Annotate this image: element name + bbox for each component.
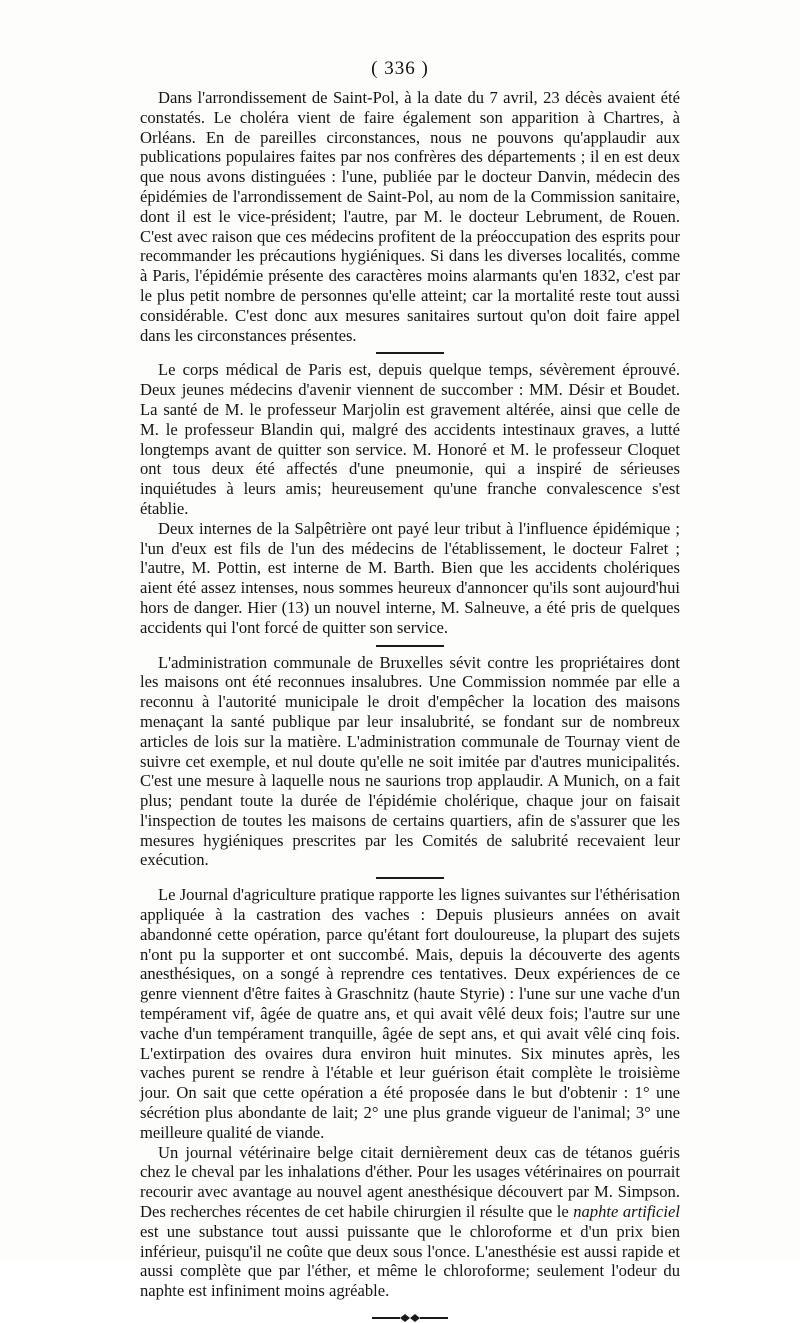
paragraph-bruxelles-administration: L'administration communale de Bruxelles sévit contre les propriétaires dont les maisons ont été reconnues insalubres. Une Commission nommée par elle a reconnu à l'autorité municipale le droit d'empêcher la location des maisons menaçant la santé publique par leur insalubrité, se fondant sur de nombreux articles de lois sur la matière. L'administration communale de Tournay vient de suivre cet exemple, et nul doute qu'elle ne soit imitée par d'autres municipalités. C'est une mesure à laquelle nous ne saurions trop applaudir. A Munich, on a fait plus; pendant toute la durée de l'épidémie cholérique, chaque jour on faisait l'inspection de toutes les maisons de certains quartiers, afin de s'assurer que les mesures hygiéniques prescrites par les Comités de salubrité recevaient leur exécution.	[140, 652, 680, 870]
paragraph-medical-corps: Le corps médical de Paris est, depuis quelque temps, sévèrement éprouvé. Deux jeunes médecins d'avenir viennent de succomber : MM. Désir et Boudet. La santé de M. le professeur Marjolin est gravement altérée, ainsi que celle de M. le professeur Blandin qui, malgré des accidents intestinaux graves, a lutté longtemps avant de quitter son service. M. Honoré et M. le professeur Cloquet ont tous deux été affectés d'une pneumonie, qui a inspiré de sérieuses inquiétudes à leurs amis; heureusement qu'une franche convalescence s'est établie.	[140, 360, 680, 518]
paragraph-tetanos-naphte	[140, 1143, 680, 1301]
paragraph-cholera-saint-pol: Dans l'arrondissement de Saint-Pol, à la date du 7 avril, 23 décès avaient été constatés. Le choléra vient de faire également son apparition à Chartres, à Orléans. En de pareilles circonstances, nous ne pouvons qu'applaudir aux publications populaires faites par nos confrères des départements ; il en est deux que nous avons distinguées : l'une, publiée par le docteur Danvin, médecin des épidémies de l'arrondissement de Saint-Pol, au nom de la Commission sanitaire, dont il est le vice-président; l'autre, par M. le docteur Lebrument, de Rouen. C'est avec raison que ces médecins profitent de la préoccupation des esprits pour recommander les précautions hygiéniques. Si dans les diverses localités, comme à Paris, l'épidémie présente des caractères moins alarmants qu'en 1832, c'est par le plus petit nombre de personnes qu'elle atteint; car la mortalité reste tout aussi considérable. C'est donc aux mesures sanitaires surtout qu'on doit faire appel dans les circonstances présentes.	[140, 88, 680, 345]
page-body	[140, 88, 680, 1323]
end-ornament	[370, 1313, 450, 1323]
page-number: ( 336 )	[371, 58, 429, 79]
paragraph-etherisation-vaches: Le Journal d'agriculture pratique rapporte les lignes suivantes sur l'éthérisation appliquée à la castration des vaches : Depuis plusieurs années on avait abandonné cette opération, parce qu'étant fort douloureuse, la plupart des sujets n'ont pu la supporter et ont succombé. Mais, depuis la découverte des agents anesthésiques, on a songé à reprendre ces tentatives. Deux expériences de ce genre viennent d'être faites à Graschnitz (haute Styrie) : l'une sur une vache d'un tempérament vif, âgée de quatre ans, et qui avait vêlé deux fois; l'autre sur une vache d'un tempérament tranquille, âgée de sept ans, et qui avait vêlé cinq fois. L'extirpation des ovaires dura environ huit minutes. Six minutes après, les vaches purent se rendre à l'étable et leur guérison était complète le troisième jour. On sait que cette opération a été proposée dans le but d'obtenir : 1° une sécrétion plus abondante de lait; 2° une plus grande vigueur de l'animal; 3° une meilleure qualité de viande.	[140, 885, 680, 1142]
section-divider	[376, 645, 444, 647]
paragraph-salpetriere-interns: Deux internes de la Salpêtrière ont payé leur tribut à l'influence épidémique ; l'un d'eux est fils de l'un des médecins de l'établissement, le docteur Falret ; l'autre, M. Pottin, est interne de M. Barth. Bien que les accidents cholériques aient été assez intenses, nous sommes heureux d'annoncer qu'ils sont aujourd'hui hors de danger. Hier (13) un nouvel interne, M. Salneuve, a été pris de quelques accidents qui l'ont forcé de quitter son service.	[140, 518, 680, 637]
paragraph-tetanos-text-end: est une substance tout aussi puissante que le chloroforme et d'un prix bien inférieur, puisqu'il ne coûte que deux sous l'once. L'anesthésie est aussi rapide et aussi complète que par l'éther, et même le chloroforme; seulement l'odeur du naphte est infiniment moins agréable.	[140, 1221, 680, 1301]
section-divider	[376, 877, 444, 879]
paragraph-tetanos-text-start: Un journal vétérinaire belge citait dernièrement deux cas de tétanos guéris chez le cheval par les inhalations d'éther. Pour les usages vétérinaires on pourrait recourir avec avantage au nouvel agent anesthésique découvert par M. Simpson. Des recherches récentes de cet habile chirurgien il résulte que le	[140, 1142, 680, 1222]
naphte-artificiel-emphasis: naphte artificiel	[573, 1202, 680, 1222]
section-divider	[376, 352, 444, 354]
